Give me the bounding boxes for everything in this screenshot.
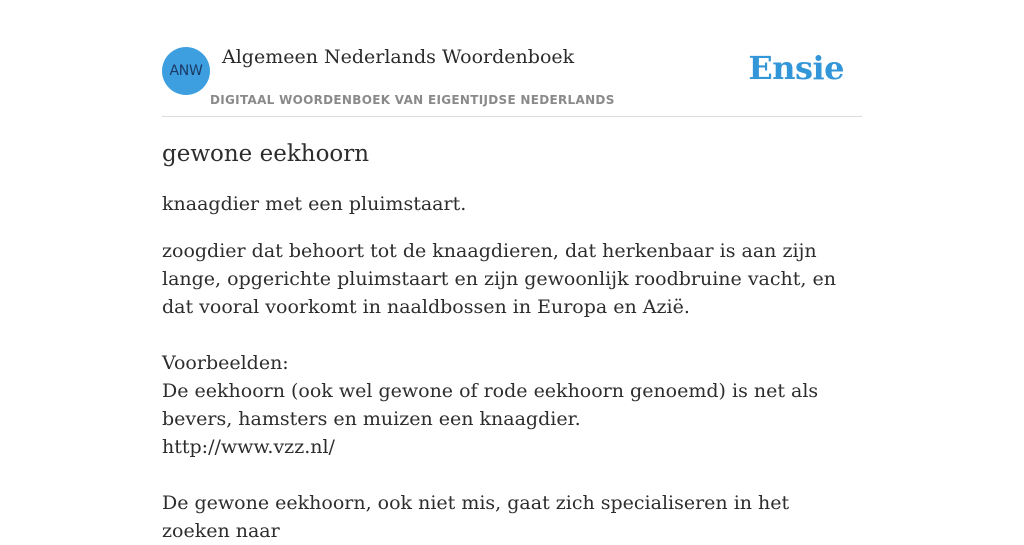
example-source: http://www.vzz.nl/ bbox=[162, 436, 335, 458]
entry-content bbox=[162, 138, 862, 545]
spacer bbox=[162, 461, 842, 489]
short-definition: knaagdier met een pluimstaart. bbox=[162, 193, 467, 215]
long-definition-block bbox=[162, 237, 842, 545]
examples-label: Voorbeelden: bbox=[162, 352, 289, 374]
long-definition: zoogdier dat behoort tot de knaagdieren, dat herkenbaar is aan zijn lange, opgerichte pluimstaart en zijn gewoonlijk roodbruine vacht, en dat vooral voorkomt in naaldbossen in Europa en Azië. bbox=[162, 240, 836, 318]
spacer bbox=[162, 321, 842, 349]
ensie-brand-logo[interactable]: Ensie bbox=[748, 49, 844, 87]
site-title[interactable]: Algemeen Nederlands Woordenboek bbox=[222, 46, 575, 68]
entry-term: gewone eekhoorn bbox=[162, 141, 370, 167]
example-text: De eekhoorn (ook wel gewone of rode eekhoorn genoemd) is net als bevers, hamsters en muizen een knaagdier. bbox=[162, 380, 819, 430]
site-header bbox=[162, 46, 862, 117]
example-text: De gewone eekhoorn, ook niet mis, gaat zich specialiseren in het zoeken naar bbox=[162, 492, 790, 542]
site-subtitle: DIGITAAL WOORDENBOEK VAN EIGENTIJDSE NEDERLANDS bbox=[210, 93, 615, 107]
anw-logo[interactable]: ANW bbox=[162, 47, 210, 95]
